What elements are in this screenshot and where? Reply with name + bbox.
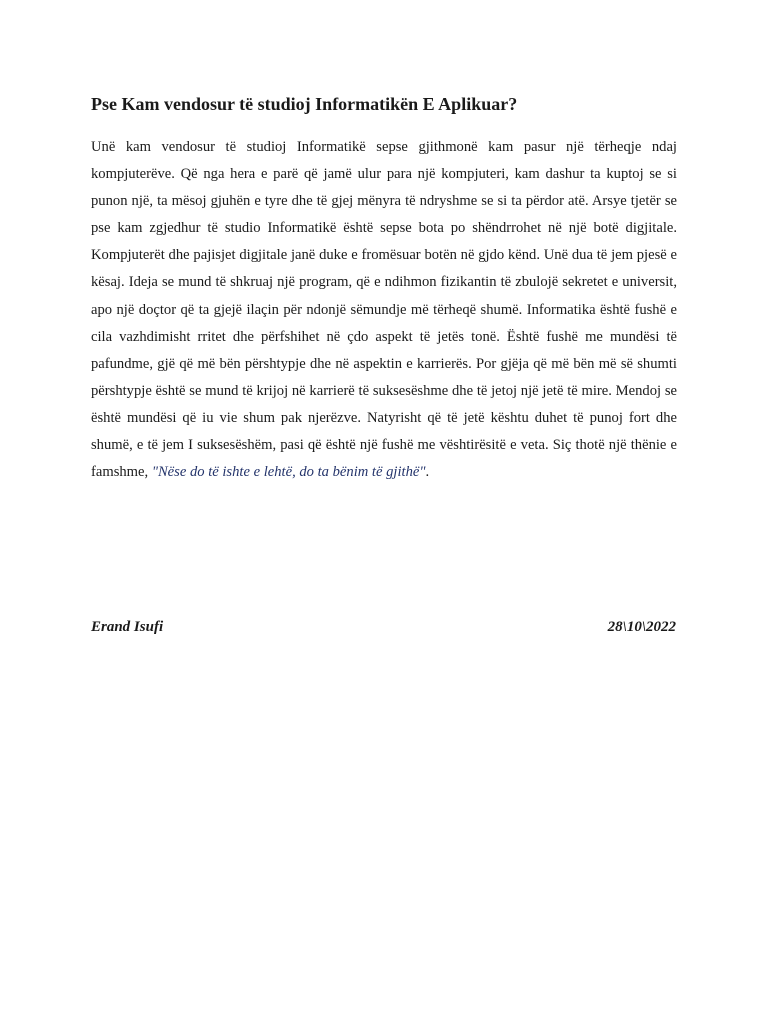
document-date: 28\10\2022 <box>607 619 676 635</box>
paragraph-text: Unë kam vendosur të studioj Informatikë sepse gjithmonë kam pasur një tërheqje ndaj kompjuterëve. Që nga hera e parë që jamë ulur para një kompjuteri, kam dashur ta kuptoj se si punon një, ta mësoj gjuhën e tyre dhe të gjej mënyra të ndryshme se si ta përdor atë. Arsye tjetër se pse kam zgjedhur të studio Informatikë është sepse bota po shëndrrohet në një botë digjitale. Kompjuterët dhe pajisjet digjitale janë duke e fromësuar botën në gjdo kënd. Unë dua të jem pjesë e kësaj. Ideja se mund të shkruaj një program, që e ndihmon fizikantin të zbulojë sekretet e universit, apo një doçtor që ta gjejë ilaçin për ndonjë sëmundje më tërheqë shumë. Informatika është fushë e cila vazhdimisht rritet dhe përfshihet në çdo aspekt të jetës tonë. Është fushë me mundësi të pafundme, gjë që më bën përshtypje dhe në aspektin e karrierës. Por gjëja që më bën më së shumti përshtypje është se mund të krijoj në karrierë të suksesëshme dhe të jetoj një jetë të mire. Mendoj se është mundësi që iu vie shum pak njerëzve. Natyrisht që të jetë kështu duhet të punoj fort dhe shumë, e të jem I suksesëshëm, pasi që është një fushë me vështirësitë e veta. Siç thotë një thënie e famshme, <box>91 139 677 481</box>
body-paragraph <box>91 134 677 486</box>
author-signature: Erand Isufi <box>91 619 164 635</box>
quote-period: . <box>425 464 430 481</box>
famous-quote: "Nëse do të ishte e lehtë, do ta bënim të gjithë" <box>151 464 426 481</box>
page-title: Pse Kam vendosur të studioj Informatikën E Aplikuar? <box>91 94 518 114</box>
